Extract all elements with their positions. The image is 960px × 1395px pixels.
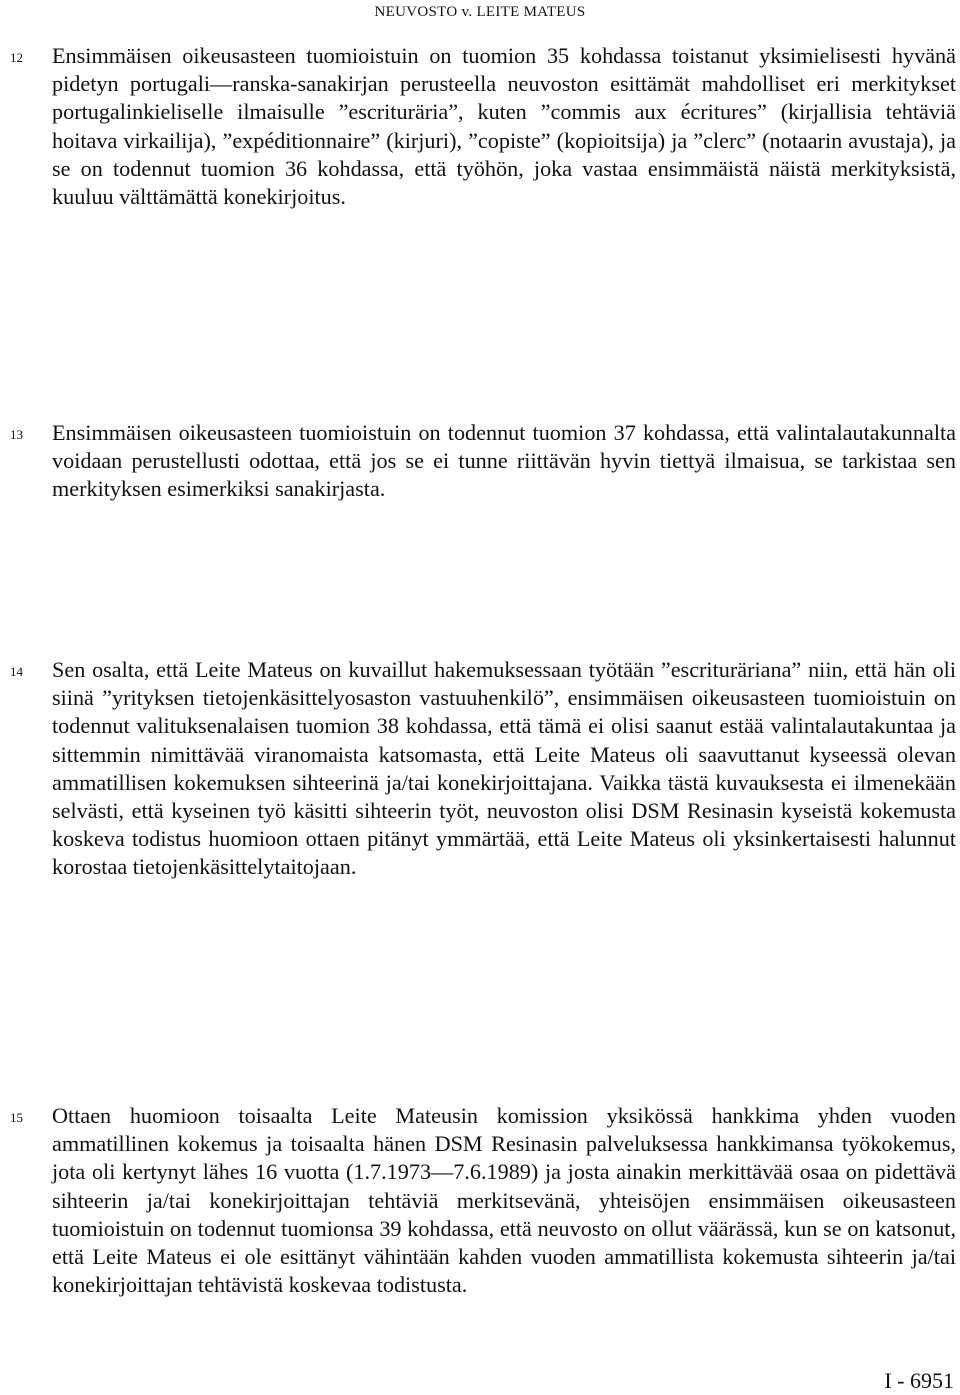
page-number: I - 6951 [884, 1368, 954, 1393]
paragraph-text: Ensimmäisen oikeusasteen tuomioistuin on todennut tuomion 37 kohdassa, että valintalautakunnalta voidaan perustellusti odottaa, että jos se ei tunne riittävän hyvin tiettyä ilmaisua, se tarkistaa sen merkityksen esimerkiksi sanakirjasta. [52, 420, 956, 502]
paragraph-number: 15 [10, 1110, 23, 1125]
paragraph-number: 13 [10, 427, 23, 442]
paragraph-number: 14 [10, 664, 23, 679]
paragraph-text: Ottaen huomioon toisaalta Leite Mateusin komission yksikössä hankkima yhden vuoden ammatillinen kokemus ja toisaalta hänen DSM Resinasin palveluksessa hankkimansa työkokemus, jota oli kertynyt lähes 16 vuotta (1.7.1973—7.6.1989) ja josta ainakin merkittävää osaa on pidettävä sihteerin ja/tai konekirjoittajan tehtäviä merkitsevänä, yhteisöjen ensimmäisen oikeusasteen tuomioistuin on todennut tuomionsa 39 kohdassa, että neuvosto on ollut väärässä, kun se on katsonut, että Leite Mateus ei ole esittänyt vähintään kahden vuoden ammatillista kokemusta sihteerin ja/tai konekirjoittajan tehtävistä koskevaa todistusta. [52, 1103, 956, 1298]
paragraph-text: Sen osalta, että Leite Mateus on kuvaillut hakemuksessaan työtään ”escrituräriana” niin, että hän oli siinä ”yrityksen tietojenkäsittelyosaston vastuuhenkilö”, ensimmäisen oikeusasteen tuomioistuin on todennut valituksenalaisen tuomion 38 kohdassa, että tämä ei olisi saanut estää valintalautakuntaa ja sittemmin nimittävää viranomaista katsomasta, että Leite Mateus oli saavuttanut kyseessä olevan ammatillisen kokemuksen sihteerinä ja/tai konekirjoittajana. Vaikka tästä kuvauksesta ei ilmenekään selvästi, että kyseinen työ käsitti sihteerin työt, neuvoston olisi DSM Resinasin kyseistä kokemusta koskeva todistus huomioon ottaen pitänyt ymmärtää, että Leite Mateus oli yksinkertaisesti halunnut korostaa tietojenkäsittelytaitojaan. [52, 657, 956, 880]
paragraph-text: Ensimmäisen oikeusasteen tuomioistuin on tuomion 35 kohdassa toistanut yksimielisesti hyvänä pidetyn portugali—ranska-sanakirjan perusteella neuvoston esittämät mahdolliset eri merkitykset portugalinkieliselle ilmaisulle ”escrituräria”, kuten ”commis aux écritures” (kirjallisia tehtäviä hoitava virkailija), ”expéditionnaire” (kirjuri), ”copiste” (kopioitsija) ja ”clerc” (notaarin avustaja), ja se on todennut tuomion 36 kohdassa, että työhön, joka vastaa ensimmäistä näistä merkityksistä, kuuluu välttämättä konekirjoitus. [52, 43, 956, 210]
paragraph-number: 12 [10, 50, 23, 65]
running-header: NEUVOSTO v. LEITE MATEUS [374, 4, 586, 20]
